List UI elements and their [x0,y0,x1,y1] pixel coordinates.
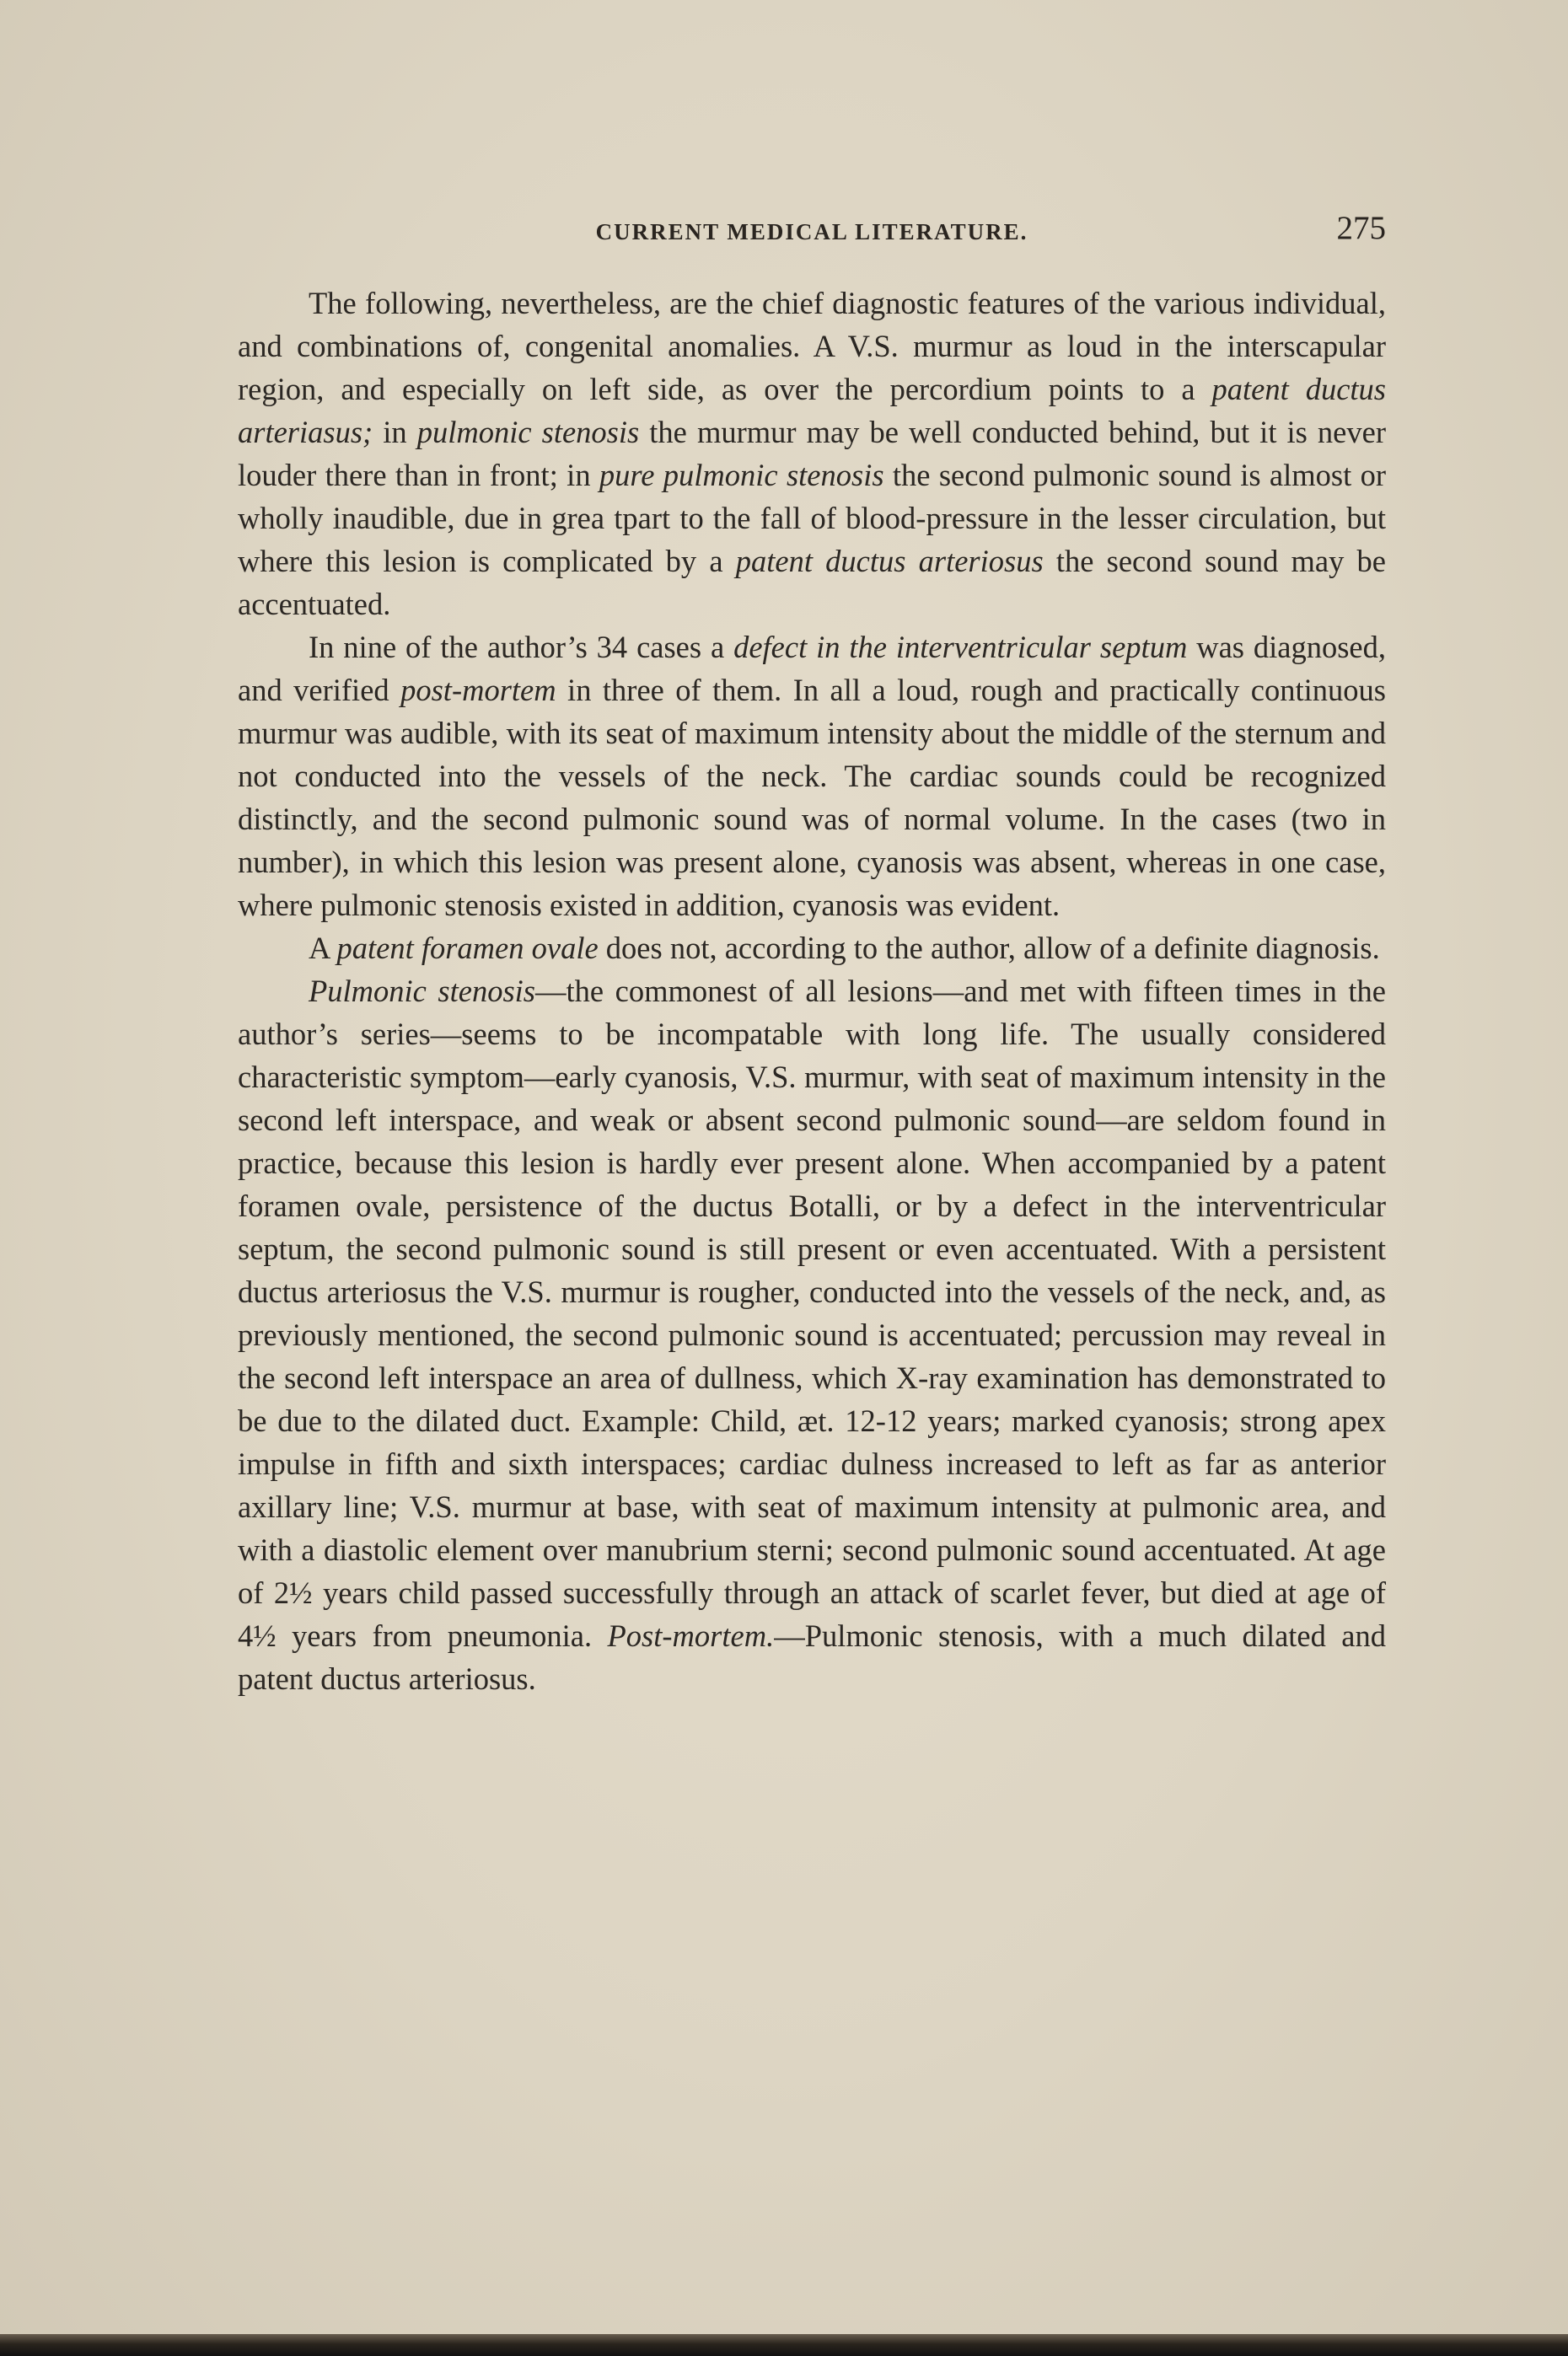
italic-term: patent ductus arteriosus [735,544,1044,578]
italic-term: post-mortem [400,673,556,707]
italic-term: pure pulmonic stenosis [599,458,884,492]
text-run: in [373,415,417,449]
page-bottom-edge [0,2334,1568,2356]
running-head: CURRENT MEDICAL LITERATURE. [595,219,1028,244]
body-text [238,282,1386,1700]
paragraph-diagnostic-features [238,282,1386,625]
text-run: the murmur may be well conducted behind, but it is never louder there than in front; in [238,415,1386,492]
text-run: A [309,931,337,965]
text-run: does not, according to the author, allow of a definite diagnosis. [598,931,1380,965]
paragraph-foramen-ovale [238,926,1386,969]
paragraph-interventricular-septum [238,625,1386,926]
italic-term: defect in the interventricular septum [733,630,1188,664]
italic-term: patent foramen ovale [336,931,599,965]
page-number: 275 [1336,210,1386,246]
text-run: —the commonest of all lesions—and met with fifteen times in the author’s series—seems to be incompatable with long life. The usually considered characteristic symptom—early cyanosis, V.S. murmur, with seat of maximum intensity in the second left interspace, and weak or absent second pulmonic sound—are seldom found in practice, because this lesion is hardly ever present alone. When accompanied by a patent foramen ovale, persistence of the ductus Botalli, or by a defect in the interventricular septum, the second pulmonic sound is still present or even accentuated. With a persistent ductus arteriosus the V.S. murmur is rougher, conducted into the vessels of the neck, and, as previously mentioned, the second pulmonic sound is accentuated; percussion may reveal in the second left interspace an area of dullness, which X-ray examination has demonstrated to be due to the dilated duct. Example: Child, æt. 12-12 years; marked cyanosis; strong apex impulse in fifth and sixth interspaces; cardiac dulness increased to left as far as anterior axillary line; V.S. murmur at base, with seat of maximum intensity at pulmonic area, and with a diastolic element over manubrium sterni; second pulmonic sound accentuated. At age of 2½ years child passed successfully through an attack of scarlet fever, but died at age of 4½ years from pneumonia. [238,974,1387,1653]
text-run: —Pulmonic stenosis, with a much dilated and patent ductus arteriosus. [238,1618,1386,1696]
italic-term: pulmonic stenosis [416,415,640,449]
page-header [238,206,1386,256]
text-run: In nine of the author’s 34 cases a [309,630,734,664]
text-run: in three of them. In all a loud, rough and practically continuous murmur was audible, with its seat of maximum intensity about the middle of the sternum and not conducted into the vessels of the neck. The cardiac sounds could be recognized distinctly, and the second pulmonic sound was of normal volume. In the cases (two in number), in which this lesion was present alone, cyanosis was absent, whereas in one case, where pulmonic stenosis existed in addition, cyanosis was evident. [238,673,1386,922]
text-run: the second pulmonic sound is almost or wholly inaudible, due in grea tpart to the fall of blood-pressure in the lesser circulation, but where this lesion is complicated by a [238,458,1386,578]
text-run: The following, nevertheless, are the chief diagnostic features of the various individual, and combinations of, congenital anomalies. A V.S. murmur as loud in the interscapular region, and especially on left side, as over the percordium points to a [238,286,1386,406]
italic-term: patent ductus arteriasus; [238,372,1386,449]
text-run: was diagnosed, and verified [238,630,1386,707]
italic-term: Pulmonic stenosis [309,974,536,1008]
text-run: the second sound may be accentuated. [238,544,1386,621]
paragraph-pulmonic-stenosis [238,969,1386,1700]
italic-term: Post-mortem. [607,1618,775,1653]
